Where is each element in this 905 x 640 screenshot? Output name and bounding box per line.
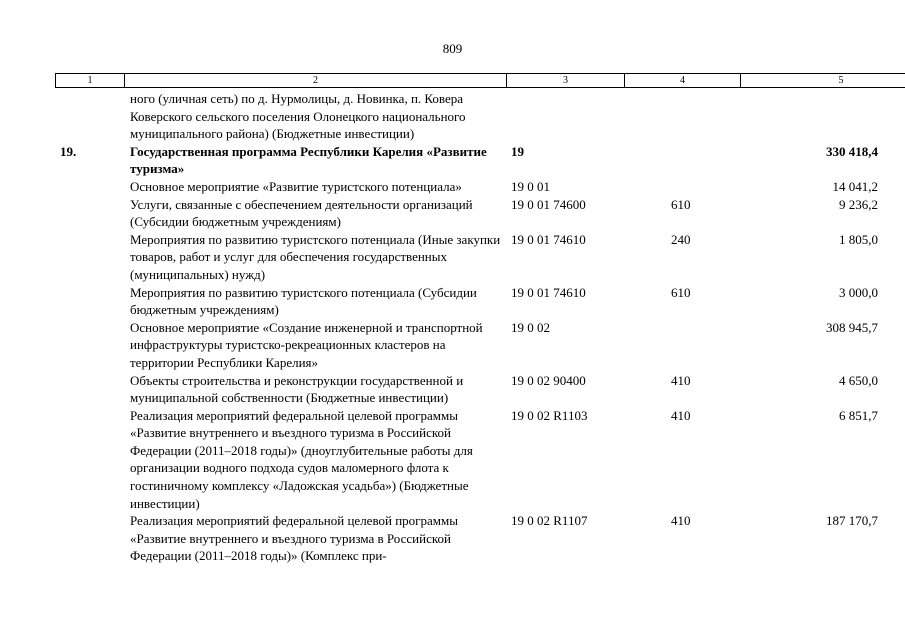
row-name: Мероприятия по развитию туристского потенциала (Иные закупки товаров, работ и услуг для обеспечения государственных (муниципальных) нужд) xyxy=(130,231,501,282)
row-amount: 3 000,0 xyxy=(839,284,878,300)
header-col-1: 1 xyxy=(87,75,93,86)
row-code: 19 0 01 74610 xyxy=(511,284,586,300)
row-amount: 330 418,4 xyxy=(826,143,878,159)
row-type: 410 xyxy=(671,407,691,423)
row-type: 240 xyxy=(671,231,691,247)
table-row xyxy=(0,319,905,372)
row-code: 19 0 02 90400 xyxy=(511,372,586,388)
row-type: 610 xyxy=(671,196,691,212)
table-row xyxy=(0,196,905,231)
row-code: 19 0 01 74610 xyxy=(511,231,586,247)
row-amount: 9 236,2 xyxy=(839,196,878,212)
row-number: 19. xyxy=(60,143,77,159)
row-code: 19 0 02 xyxy=(511,319,550,335)
header-col-4: 4 xyxy=(624,74,740,87)
table-row xyxy=(0,512,905,565)
table-row xyxy=(0,231,905,284)
row-name: Государственная программа Республики Карелия «Развитие туризма» xyxy=(130,143,487,177)
row-type: 410 xyxy=(671,513,691,529)
table-row xyxy=(0,143,905,178)
row-code: 19 0 02 R1107 xyxy=(511,513,588,529)
row-code: 19 xyxy=(511,143,524,159)
row-name: ного (уличная сеть) по д. Нурмолицы, д. Новинка, п. Ковера Коверского сельского поселения Олонецкого национального муниципального района) (Бюджетные инвестиции) xyxy=(130,91,466,142)
table-row xyxy=(0,407,905,513)
row-amount: 1 805,0 xyxy=(839,231,878,247)
table-body xyxy=(0,90,905,565)
row-name: Основное мероприятие «Развитие туристского потенциала» xyxy=(130,178,462,194)
header-col-2: 2 xyxy=(124,74,506,87)
row-code: 19 0 01 74600 xyxy=(511,196,586,212)
row-name: Объекты строительства и реконструкции государственной и муниципальной собственности (Бюджетные инвестиции) xyxy=(130,372,464,406)
row-name: Мероприятия по развитию туристского потенциала (Субсидии бюджетным учреждениям) xyxy=(130,284,477,318)
row-name: Реализация мероприятий федеральной целевой программы «Развитие внутреннего и въездного туризма в Российской Федерации (2011–2018 годы)» (дноуглубительные работы для организации водного подхода судов маломерного флота к гостиничному комплексу «Ладожская усадьба») (Бюджетные инвестиции) xyxy=(130,407,473,511)
header-col-5: 5 xyxy=(740,74,905,87)
row-name: Услуги, связанные с обеспечением деятельности организаций (Субсидии бюджетным учреждениям) xyxy=(130,196,473,230)
header-col-3: 3 xyxy=(506,74,624,87)
table-row xyxy=(0,284,905,319)
table-header xyxy=(55,73,905,88)
row-name: Реализация мероприятий федеральной целевой программы «Развитие внутреннего и въездного туризма в Российской Федерации (2011–2018 годы)» (Комплекс при- xyxy=(130,513,458,564)
row-type: 410 xyxy=(671,372,691,388)
page-number: 809 xyxy=(442,41,463,56)
row-name: Основное мероприятие «Создание инженерной и транспортной инфраструктуры туристско-рекреационных кластеров на территории Республики Карелия» xyxy=(130,319,483,370)
table-row xyxy=(0,90,905,143)
table-row xyxy=(0,372,905,407)
row-amount: 4 650,0 xyxy=(839,372,878,388)
row-amount: 6 851,7 xyxy=(839,407,878,423)
row-code: 19 0 02 R1103 xyxy=(511,407,588,423)
row-type: 610 xyxy=(671,284,691,300)
row-amount: 308 945,7 xyxy=(826,319,878,335)
row-amount: 14 041,2 xyxy=(832,178,878,194)
table-row xyxy=(0,178,905,196)
row-code: 19 0 01 xyxy=(511,178,550,194)
row-amount: 187 170,7 xyxy=(826,513,878,529)
